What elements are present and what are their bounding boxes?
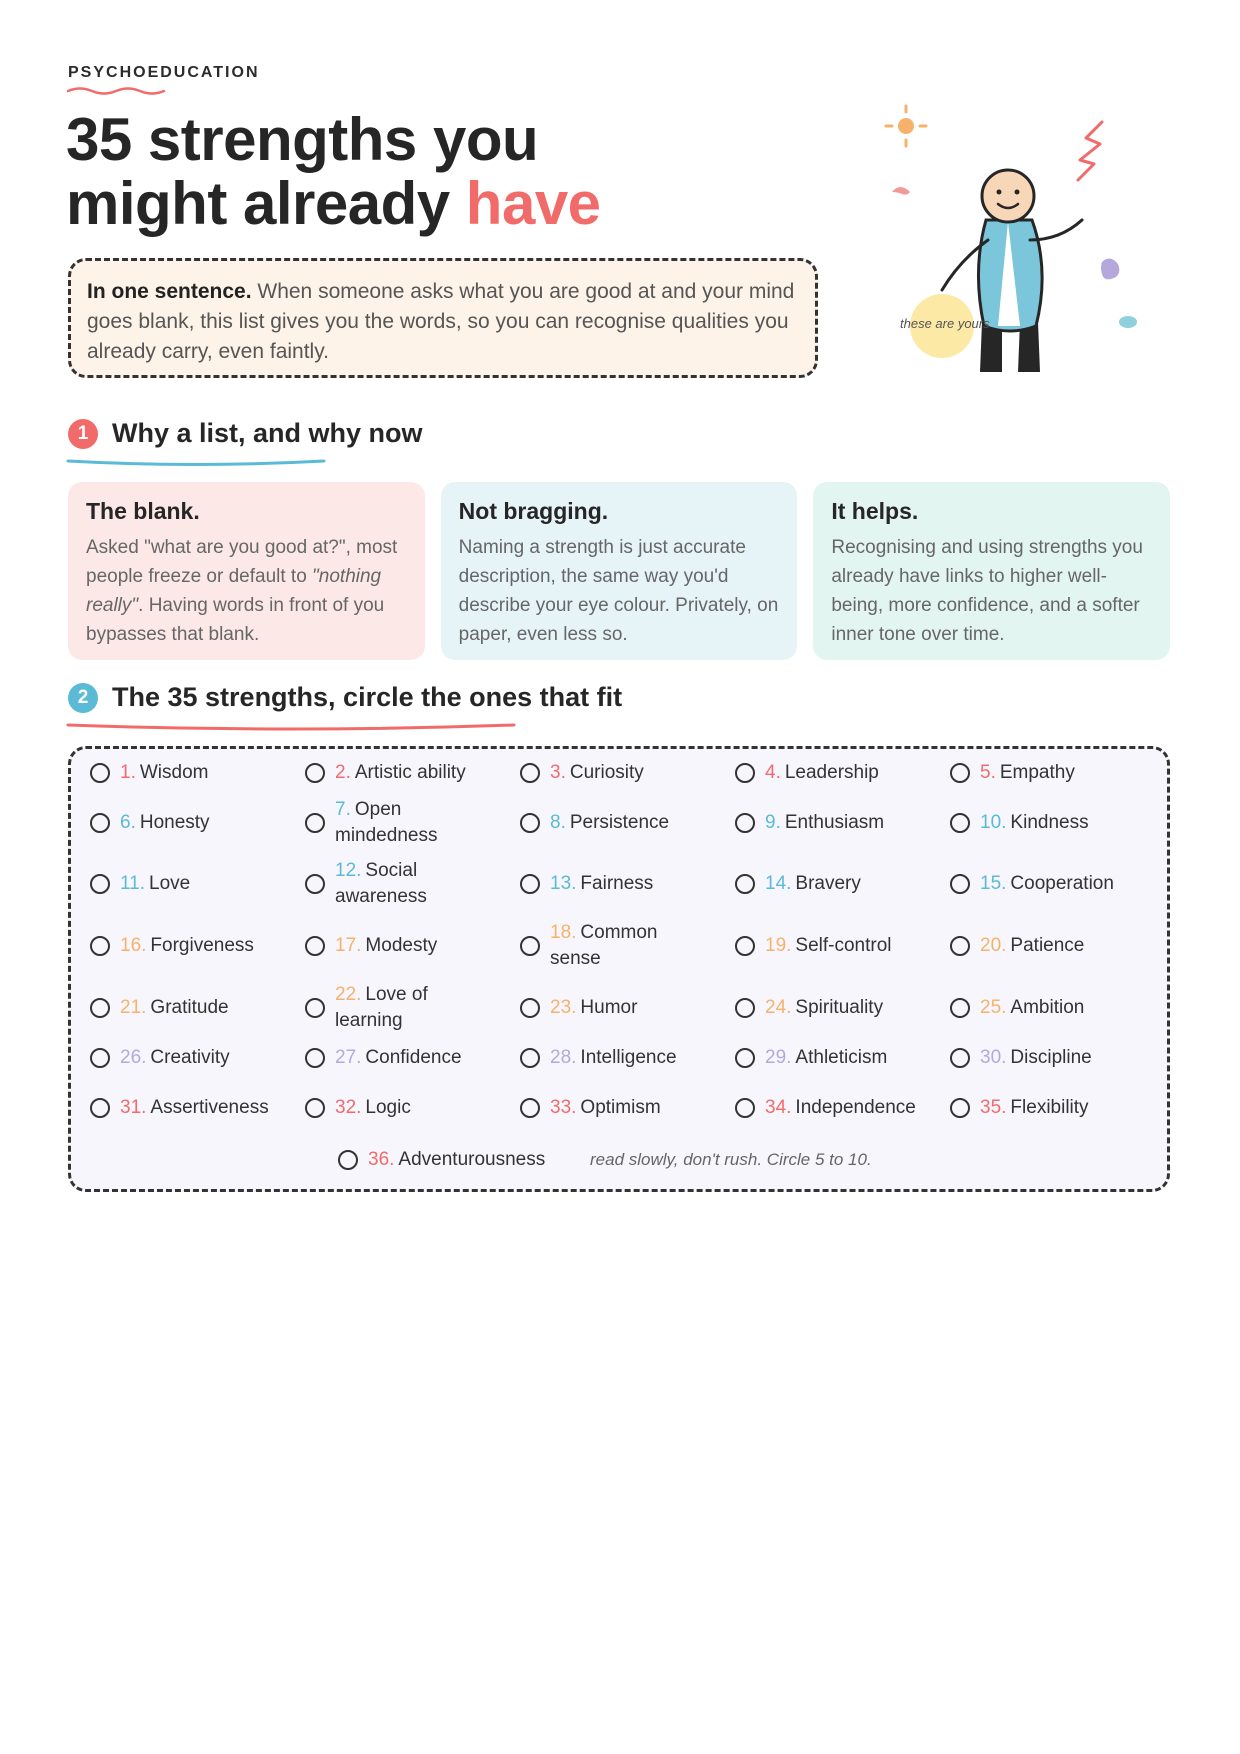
strength-label: Spirituality xyxy=(795,997,884,1018)
strength-text xyxy=(765,995,883,1021)
strength-label: Love of learning xyxy=(335,984,428,1031)
strength-number: 32. xyxy=(335,1097,362,1118)
strength-item[interactable] xyxy=(520,871,653,897)
circle-checkbox-icon[interactable] xyxy=(305,874,325,894)
strength-label: Discipline xyxy=(1010,1047,1092,1068)
strength-number: 28. xyxy=(550,1047,577,1068)
strength-item[interactable] xyxy=(950,760,1075,786)
circle-checkbox-icon[interactable] xyxy=(520,874,540,894)
strength-item[interactable] xyxy=(950,1095,1089,1121)
strength-label: Social awareness xyxy=(335,860,427,907)
card-text xyxy=(86,533,407,649)
strength-item[interactable] xyxy=(950,810,1089,836)
circle-checkbox-icon[interactable] xyxy=(520,936,540,956)
strength-text xyxy=(120,995,229,1021)
circle-checkbox-icon[interactable] xyxy=(950,1048,970,1068)
circle-checkbox-icon[interactable] xyxy=(520,763,540,783)
section-1-title: Why a list, and why now xyxy=(112,418,423,448)
circle-checkbox-icon[interactable] xyxy=(90,874,110,894)
circle-checkbox-icon[interactable] xyxy=(735,763,755,783)
circle-checkbox-icon[interactable] xyxy=(520,998,540,1018)
strength-text xyxy=(120,933,254,959)
strength-item[interactable] xyxy=(90,1045,230,1071)
strength-number: 16. xyxy=(120,935,147,956)
strength-number: 14. xyxy=(765,873,792,894)
strength-label: Flexibility xyxy=(1010,1097,1089,1118)
card-text: Recognising and using strengths you already have links to higher well-being, more confidence, and a softer inner tone over time. xyxy=(831,537,1143,645)
strength-number: 12. xyxy=(335,860,362,881)
circle-checkbox-icon[interactable] xyxy=(950,936,970,956)
strength-item[interactable] xyxy=(305,982,495,1034)
strength-label: Honesty xyxy=(139,812,210,833)
section-1-underline xyxy=(66,456,326,468)
circle-checkbox-icon[interactable] xyxy=(520,813,540,833)
card-text-before: Asked "what are you good at?", most people freeze or default to xyxy=(86,537,398,587)
strength-text xyxy=(765,933,892,959)
strength-label: Artistic ability xyxy=(354,762,466,783)
strength-text xyxy=(980,933,1084,959)
strength-text xyxy=(335,760,466,786)
card-not-bragging xyxy=(441,482,798,660)
strength-number: 20. xyxy=(980,935,1007,956)
strength-label: Leadership xyxy=(784,762,879,783)
circle-checkbox-icon[interactable] xyxy=(338,1150,358,1170)
strength-text xyxy=(980,810,1089,836)
strength-number: 9. xyxy=(765,812,781,833)
strength-item[interactable] xyxy=(305,760,466,786)
strength-text xyxy=(980,1095,1089,1121)
strength-item[interactable] xyxy=(90,810,210,836)
strength-text xyxy=(550,871,653,897)
strength-text xyxy=(335,797,495,849)
strength-item[interactable] xyxy=(90,995,229,1021)
strength-item[interactable] xyxy=(520,995,637,1021)
title-line-1: 35 strengths you xyxy=(66,106,539,173)
strength-number: 2. xyxy=(335,762,351,783)
strength-label: Adventurousness xyxy=(398,1149,546,1170)
strength-text xyxy=(550,760,644,786)
strength-text xyxy=(120,871,190,897)
strength-item[interactable] xyxy=(950,995,1084,1021)
card-text-italic: "nothing really" xyxy=(86,566,382,616)
card-it-helps xyxy=(813,482,1170,660)
circle-checkbox-icon[interactable] xyxy=(735,936,755,956)
strength-text xyxy=(765,810,884,836)
circle-checkbox-icon[interactable] xyxy=(520,1098,540,1118)
strength-item[interactable] xyxy=(735,810,884,836)
circle-checkbox-icon[interactable] xyxy=(950,874,970,894)
strength-label: Independence xyxy=(795,1097,916,1118)
circle-checkbox-icon[interactable] xyxy=(305,998,325,1018)
section-2-number-badge: 2 xyxy=(68,683,98,713)
strength-text xyxy=(980,871,1114,897)
strength-label: Cooperation xyxy=(1010,873,1114,894)
strength-label: Bravery xyxy=(795,873,861,894)
strength-item[interactable] xyxy=(950,1045,1092,1071)
card-title: The blank. xyxy=(86,498,200,524)
strength-text xyxy=(120,760,208,786)
strength-label: Humor xyxy=(580,997,638,1018)
strength-label: Empathy xyxy=(999,762,1075,783)
strength-item[interactable] xyxy=(305,797,495,849)
card-title: Not bragging. xyxy=(458,498,609,524)
strength-item[interactable] xyxy=(735,1045,887,1071)
strength-number: 4. xyxy=(765,762,781,783)
strength-item[interactable] xyxy=(305,933,437,959)
circle-checkbox-icon[interactable] xyxy=(950,813,970,833)
circle-checkbox-icon[interactable] xyxy=(90,1048,110,1068)
strength-text xyxy=(765,1095,916,1121)
strength-item[interactable] xyxy=(305,858,495,910)
section-2-heading xyxy=(68,682,622,713)
strength-label: Patience xyxy=(1010,935,1085,956)
strength-label: Open mindedness xyxy=(335,799,438,846)
strength-text xyxy=(980,995,1084,1021)
strength-number: 29. xyxy=(765,1047,792,1068)
strength-label: Optimism xyxy=(580,1097,661,1118)
strength-text xyxy=(120,810,210,836)
stick-figure-icon xyxy=(880,100,1160,380)
card-text: Naming a strength is just accurate description, the same way you'd describe your eye colour. Privately, on paper, even less so. xyxy=(458,537,779,645)
strength-number: 3. xyxy=(550,762,566,783)
title-line-2-main: might already xyxy=(66,170,466,237)
strength-text xyxy=(335,1095,411,1121)
circle-checkbox-icon[interactable] xyxy=(90,813,110,833)
strength-number: 15. xyxy=(980,873,1007,894)
summary-text: When someone asks what you are good at and your mind goes blank, this list gives you the words, so you can recognise qualities you already carry, even faintly. xyxy=(87,280,795,363)
strength-number: 7. xyxy=(335,799,351,820)
circle-checkbox-icon[interactable] xyxy=(305,763,325,783)
strength-number: 6. xyxy=(120,812,136,833)
strength-number: 11. xyxy=(120,873,146,894)
strength-text xyxy=(980,760,1075,786)
strength-item[interactable] xyxy=(735,760,879,786)
strength-item[interactable] xyxy=(90,871,190,897)
strength-text xyxy=(980,1045,1092,1071)
strength-number: 27. xyxy=(335,1047,362,1068)
strength-text xyxy=(550,1045,677,1071)
circle-checkbox-icon[interactable] xyxy=(90,936,110,956)
grid-note: read slowly, don't rush. Circle 5 to 10. xyxy=(590,1150,872,1169)
circle-checkbox-icon[interactable] xyxy=(950,763,970,783)
strength-label: Athleticism xyxy=(795,1047,888,1068)
strength-item[interactable] xyxy=(90,760,208,786)
strength-item[interactable] xyxy=(520,1095,661,1121)
circle-checkbox-icon[interactable] xyxy=(735,998,755,1018)
strength-number: 5. xyxy=(980,762,996,783)
strength-item[interactable] xyxy=(90,933,254,959)
strength-number: 23. xyxy=(550,997,577,1018)
circle-checkbox-icon[interactable] xyxy=(305,813,325,833)
strength-text xyxy=(765,760,879,786)
strength-item[interactable] xyxy=(305,1095,411,1121)
strength-text xyxy=(550,995,637,1021)
strength-label: Curiosity xyxy=(569,762,644,783)
strength-label: Gratitude xyxy=(150,997,229,1018)
strength-number: 36. xyxy=(368,1149,395,1170)
purple-blob-icon xyxy=(1101,258,1119,279)
strength-text xyxy=(550,810,669,836)
strength-number: 8. xyxy=(550,812,566,833)
why-cards xyxy=(68,482,1170,660)
strength-item[interactable] xyxy=(520,1045,677,1071)
circle-checkbox-icon[interactable] xyxy=(90,998,110,1018)
strength-label: Fairness xyxy=(580,873,654,894)
card-title: It helps. xyxy=(831,498,919,524)
strength-label: Self-control xyxy=(795,935,892,956)
circle-checkbox-icon[interactable] xyxy=(735,1098,755,1118)
strength-number: 21. xyxy=(120,997,147,1018)
strength-number: 18. xyxy=(550,922,577,943)
circle-checkbox-icon[interactable] xyxy=(90,1098,110,1118)
strength-number: 34. xyxy=(765,1097,792,1118)
strength-label: Persistence xyxy=(569,812,670,833)
circle-checkbox-icon[interactable] xyxy=(735,1048,755,1068)
strength-item[interactable] xyxy=(950,933,1084,959)
strength-number: 25. xyxy=(980,997,1007,1018)
strength-item[interactable] xyxy=(520,760,644,786)
section-1-heading xyxy=(68,418,423,449)
circle-checkbox-icon[interactable] xyxy=(90,763,110,783)
strength-text xyxy=(120,1045,230,1071)
strength-number: 17. xyxy=(335,935,362,956)
strength-label: Love xyxy=(149,873,191,894)
title-line-2 xyxy=(66,172,601,236)
strength-number: 35. xyxy=(980,1097,1007,1118)
strength-number: 10. xyxy=(980,812,1007,833)
strength-text xyxy=(335,1045,462,1071)
strength-label: Modesty xyxy=(365,935,438,956)
strength-item[interactable] xyxy=(735,995,883,1021)
strength-label: Intelligence xyxy=(580,1047,677,1068)
strength-item[interactable] xyxy=(735,871,861,897)
strength-item[interactable] xyxy=(735,933,892,959)
strength-label: Confidence xyxy=(365,1047,462,1068)
strength-text xyxy=(765,871,861,897)
strength-label: Wisdom xyxy=(139,762,209,783)
strength-number: 26. xyxy=(120,1047,147,1068)
strength-text xyxy=(335,858,495,910)
title-accent-word: have xyxy=(465,170,601,237)
card-the-blank xyxy=(68,482,425,660)
strength-number: 30. xyxy=(980,1047,1007,1068)
strength-label: Logic xyxy=(365,1097,411,1118)
strength-text xyxy=(765,1045,887,1071)
strength-number: 1. xyxy=(120,762,136,783)
strength-item[interactable] xyxy=(338,1147,545,1173)
strength-label: Assertiveness xyxy=(150,1097,269,1118)
section-2-underline xyxy=(66,720,516,732)
circle-checkbox-icon[interactable] xyxy=(735,813,755,833)
circle-checkbox-icon[interactable] xyxy=(950,1098,970,1118)
strength-label: Creativity xyxy=(150,1047,230,1068)
strength-item[interactable] xyxy=(520,920,710,972)
strength-text xyxy=(335,933,437,959)
pink-blob-icon xyxy=(892,187,910,195)
strength-label: Common sense xyxy=(550,922,658,969)
circle-checkbox-icon[interactable] xyxy=(735,874,755,894)
eyebrow-label: PSYCHOEDUCATION xyxy=(68,64,260,81)
strength-item[interactable] xyxy=(90,1095,269,1121)
strength-number: 33. xyxy=(550,1097,577,1118)
strength-text xyxy=(368,1147,545,1173)
strength-label: Kindness xyxy=(1010,812,1089,833)
strength-item[interactable] xyxy=(950,871,1114,897)
circle-checkbox-icon[interactable] xyxy=(305,936,325,956)
eyebrow-squiggle xyxy=(66,84,166,96)
circle-checkbox-icon[interactable] xyxy=(305,1098,325,1118)
page-title xyxy=(66,108,601,236)
circle-checkbox-icon[interactable] xyxy=(520,1048,540,1068)
strength-label: Enthusiasm xyxy=(784,812,885,833)
strength-text xyxy=(550,920,710,972)
strength-number: 24. xyxy=(765,997,792,1018)
circle-checkbox-icon[interactable] xyxy=(305,1048,325,1068)
strength-text xyxy=(550,1095,661,1121)
strength-label: Ambition xyxy=(1010,997,1085,1018)
circle-checkbox-icon[interactable] xyxy=(950,998,970,1018)
strength-item[interactable] xyxy=(305,1045,462,1071)
strength-number: 13. xyxy=(550,873,577,894)
strength-number: 19. xyxy=(765,935,792,956)
sun-icon xyxy=(886,106,926,146)
strength-text xyxy=(120,1095,269,1121)
strength-number: 22. xyxy=(335,984,362,1005)
card-text-after: . Having words in front of you bypasses that blank. xyxy=(86,595,385,645)
strength-number: 31. xyxy=(120,1097,147,1118)
summary-lead: In one sentence. xyxy=(87,280,252,303)
strength-item[interactable] xyxy=(735,1095,916,1121)
strength-text xyxy=(335,982,495,1034)
zigzag-icon xyxy=(1078,122,1102,180)
section-1-number-badge: 1 xyxy=(68,419,98,449)
illustration-caption: these are yours xyxy=(900,316,990,331)
section-2-title: The 35 strengths, circle the ones that fit xyxy=(112,682,623,712)
strength-item[interactable] xyxy=(520,810,669,836)
teal-dot-icon xyxy=(1119,316,1137,328)
strength-label: Forgiveness xyxy=(150,935,254,956)
summary-box xyxy=(68,258,818,378)
